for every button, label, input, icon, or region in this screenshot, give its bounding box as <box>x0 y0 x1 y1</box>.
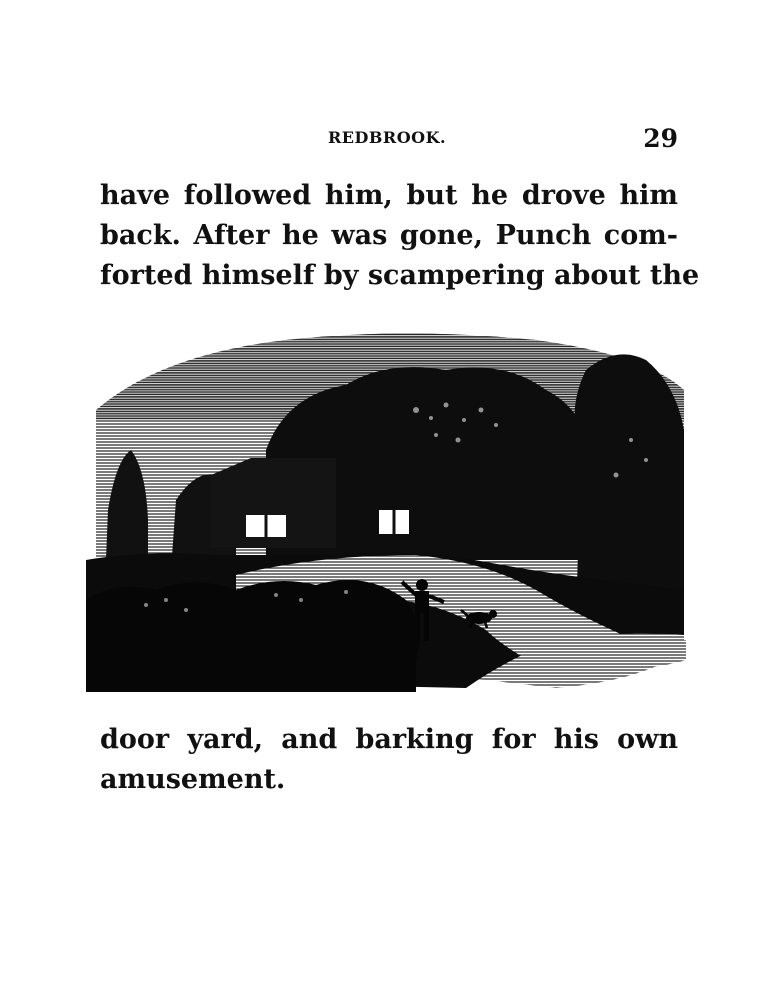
paragraph-top <box>100 176 700 296</box>
text-line: forted himself by scampering about the <box>100 260 700 291</box>
page-number: 29 <box>643 124 678 153</box>
text-line: back. After he was gone, Punch com- <box>100 220 678 251</box>
engraving-landscape-icon <box>86 300 686 700</box>
paragraph-bottom <box>100 720 678 800</box>
running-head <box>100 124 678 154</box>
text-line: have followed him, but he drove him <box>100 180 678 211</box>
text-line: door yard, and barking for his own <box>100 724 678 755</box>
running-title: REDBROOK. <box>328 128 447 147</box>
engraving-illustration <box>86 300 686 700</box>
text-line: amusement. <box>100 764 286 795</box>
